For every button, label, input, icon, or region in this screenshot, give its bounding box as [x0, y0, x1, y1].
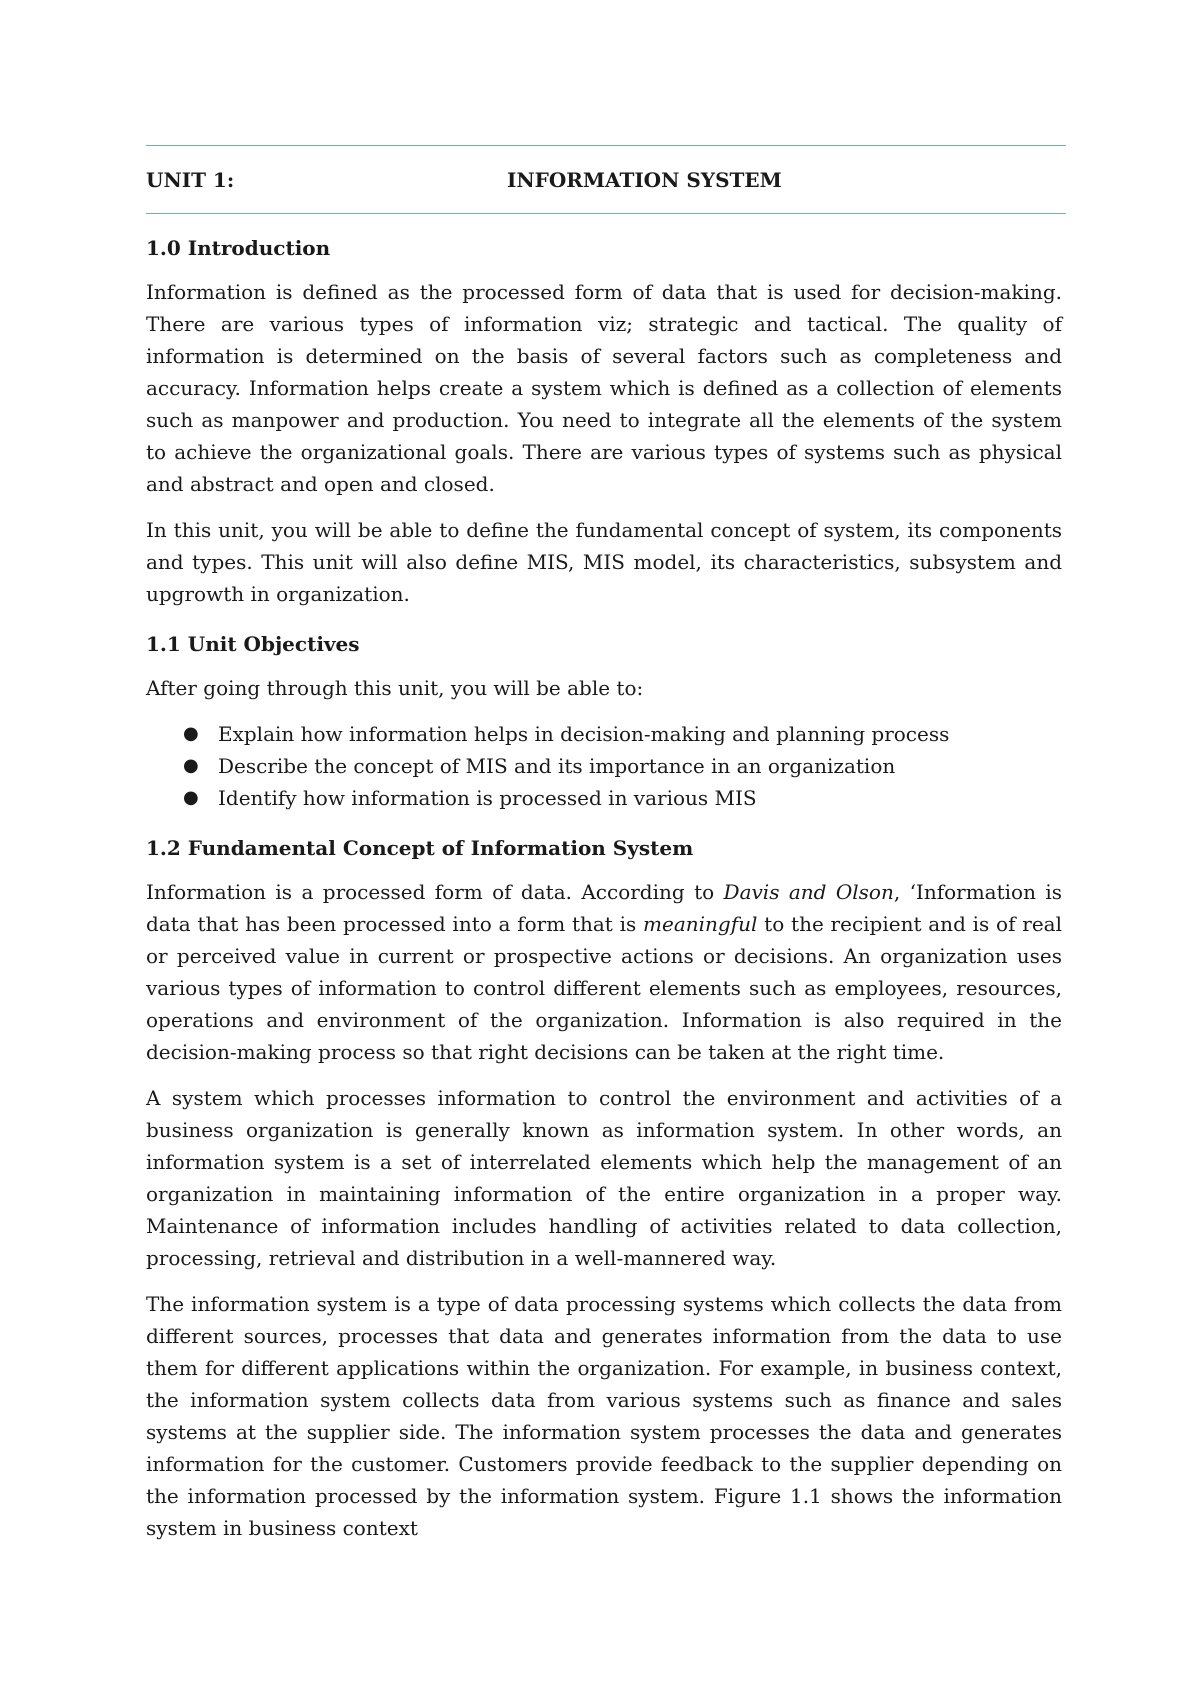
list-item — [146, 750, 1062, 782]
section-heading-fundamental-concept: 1.2 Fundamental Concept of Information System — [146, 836, 694, 860]
author-citation: Davis and Olson — [723, 880, 894, 904]
header-bottom-rule — [146, 213, 1066, 214]
objective-text: Identify how information is processed in various MIS — [218, 786, 757, 810]
unit-title: INFORMATION SYSTEM — [507, 167, 782, 192]
bullet-icon: ● — [183, 787, 199, 808]
unit-header — [146, 146, 1062, 213]
objective-text: Describe the concept of MIS and its importance in an organization — [218, 754, 896, 778]
objectives-lead: After going through this unit, you will be able to: — [146, 676, 644, 700]
intro-paragraph-1: Information is defined as the processed form of data that is used for decision-making. There are various types of information viz; strategic and tactical. The quality of information is determined on the basis of several factors such as completeness and accuracy. Information helps create a system which is defined as a collection of elements such as manpower and production. You need to integrate all the elements of the system to achieve the organizational goals. There are various types of systems such as physical and abstract and open and closed. — [146, 280, 1062, 496]
emphasis-term: meaningful — [643, 912, 758, 936]
objectives-list — [146, 718, 1062, 814]
bullet-icon: ● — [183, 755, 199, 776]
list-item — [146, 718, 1062, 750]
document-page — [146, 145, 1062, 1544]
unit-label: UNIT 1: — [146, 167, 235, 192]
section-heading-objectives: 1.1 Unit Objectives — [146, 632, 360, 656]
concept-text: , ‘Information is data that has been processed into a form that is — [146, 880, 1063, 936]
bullet-icon: ● — [183, 723, 199, 744]
concept-paragraph-3: The information system is a type of data processing systems which collects the data from different sources, processes that data and generates information from the data to use them for different applications within the organization. For example, in business context, the information system collects data from various systems such as finance and sales systems at the supplier side. The information system processes the data and generates information for the customer. Customers provide feedback to the supplier depending on the information processed by the information system. Figure 1.1 shows the information system in business context — [146, 1292, 1062, 1540]
concept-text: Information is a processed form of data. According to — [146, 880, 724, 904]
concept-paragraph-2: A system which processes information to control the environment and activities of a business organization is generally known as information system. In other words, an information system is a set of interrelated elements which help the management of an organization in maintaining information of the entire organization in a proper way. Maintenance of information includes handling of activities related to data collection, processing, retrieval and distribution in a well-mannered way. — [146, 1086, 1062, 1270]
intro-paragraph-2: In this unit, you will be able to define the fundamental concept of system, its components and types. This unit will also define MIS, MIS model, its characteristics, subsystem and upgrowth in organization. — [146, 518, 1062, 606]
concept-paragraph-1 — [146, 876, 1062, 1068]
section-heading-introduction: 1.0 Introduction — [146, 236, 331, 260]
list-item — [146, 782, 1062, 814]
concept-text: to the recipient and is of real or perceived value in current or prospective actions or decisions. An organization uses various types of information to control different elements such as employees, resources, operations and environment of the organization. Information is also required in the decision-making process so that right decisions can be taken at the right time. — [146, 912, 1062, 1064]
objective-text: Explain how information helps in decision-making and planning process — [218, 722, 950, 746]
